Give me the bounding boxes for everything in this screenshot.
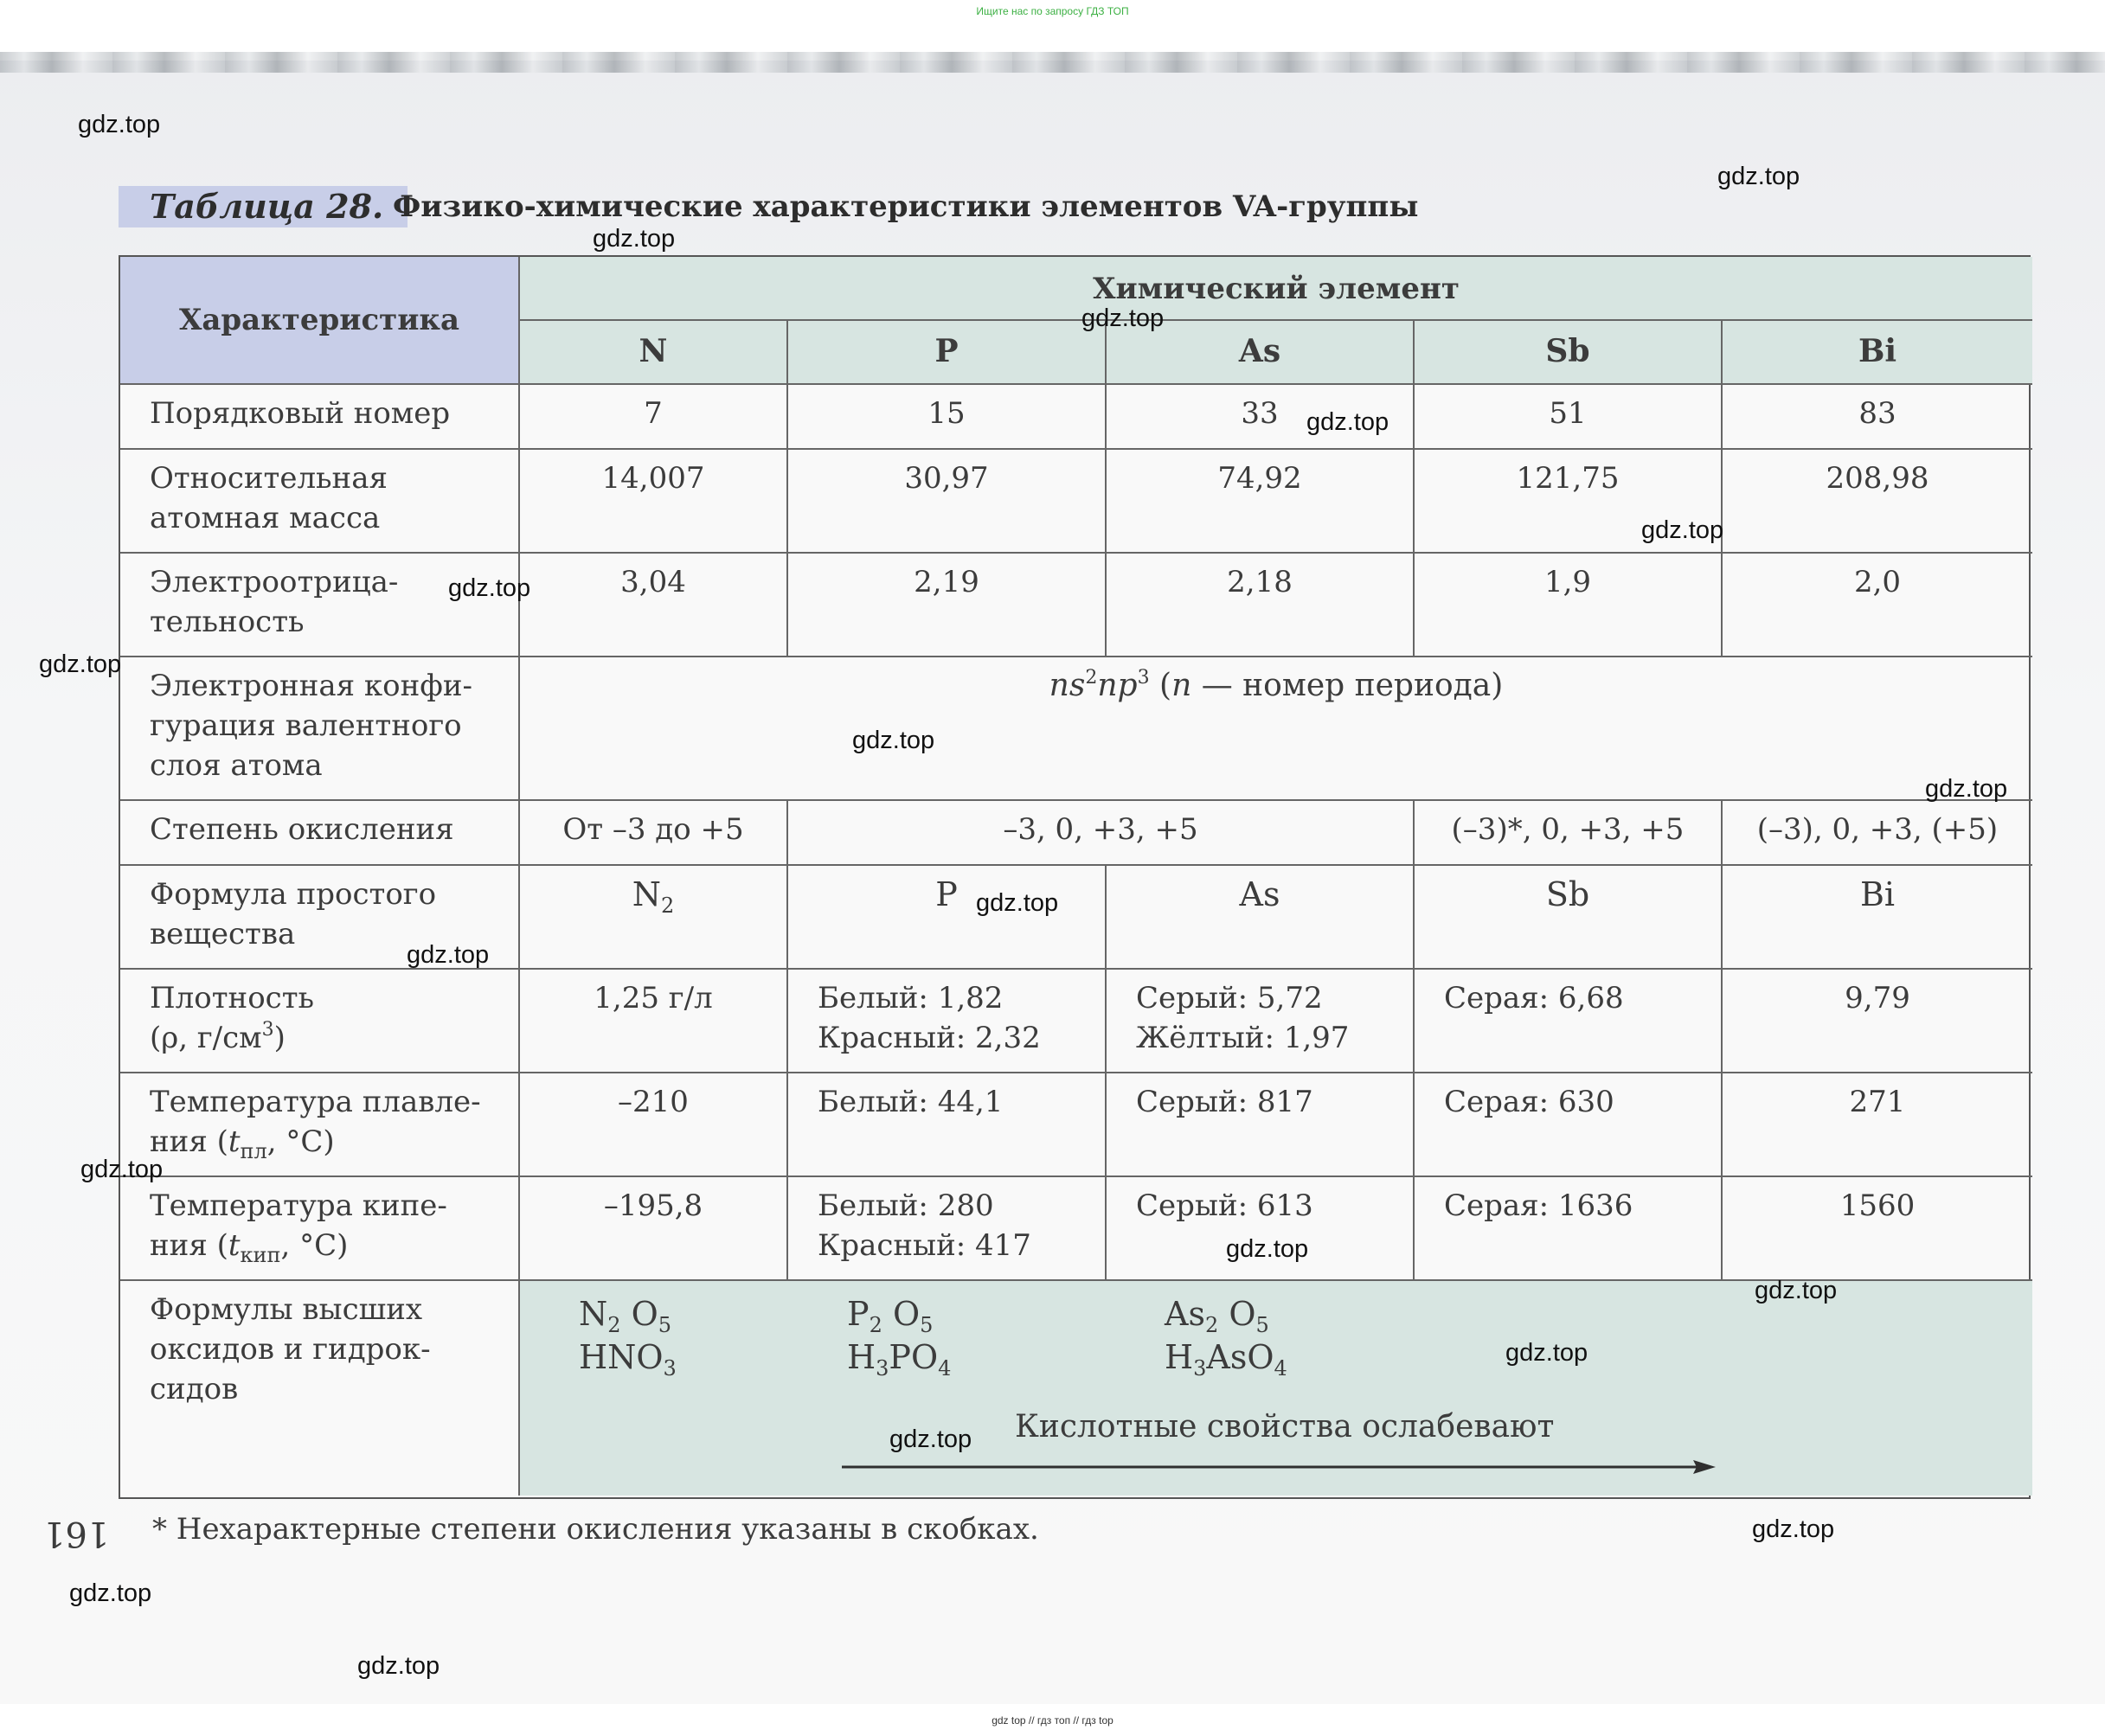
label-line: Плотность [150, 981, 315, 1015]
table-cell: Серый: 817 [1107, 1073, 1415, 1177]
table-cell: 14,007 [520, 450, 788, 554]
config-note: — номер периода) [1191, 668, 1504, 703]
table-cell: Серая: 6,68 [1415, 970, 1723, 1073]
formula-part: AsO [1206, 1338, 1274, 1376]
header-element-n: N [520, 321, 788, 385]
config-n-letter: n [1171, 668, 1192, 703]
config-np-sup: 3 [1137, 667, 1150, 689]
formula-part: N [579, 1295, 608, 1333]
watermark: gdz.top [852, 727, 935, 754]
table-cell: (–3)*, 0, +3, +5 [1415, 801, 1723, 866]
watermark: gdz.top [1717, 163, 1800, 190]
table-cell: As [1107, 866, 1415, 970]
page-edge [0, 52, 2105, 73]
table-cell: 2,19 [788, 554, 1107, 657]
cell-line: Жёлтый: 1,97 [1136, 1021, 1350, 1055]
row-label-boiling [120, 1177, 520, 1281]
row-label-oxidation: Степень окисления [120, 801, 520, 866]
cell-line: Белый: 280 [818, 1188, 994, 1223]
table-cell [1107, 970, 1415, 1073]
table-cell: 1,9 [1415, 554, 1723, 657]
table-cell: (–3), 0, +3, (+5) [1723, 801, 2032, 866]
table-cell [788, 970, 1107, 1073]
watermark: gdz.top [1641, 516, 1724, 544]
watermark: gdz.top [80, 1156, 164, 1183]
table-cell: 1560 [1723, 1177, 2032, 1281]
cell-line: Серый: 5,72 [1136, 981, 1323, 1015]
formula-p-acid [847, 1335, 951, 1380]
label-line [150, 1018, 506, 1058]
formula-sub: 2 [869, 1313, 882, 1337]
formula-sub: 5 [920, 1313, 934, 1337]
table-cell: 51 [1415, 385, 1723, 450]
label-t: t [228, 1228, 241, 1263]
formula-part: O [882, 1295, 921, 1333]
table-cell: 15 [788, 385, 1107, 450]
label-part: (ρ, г/см [150, 1021, 262, 1055]
formula-part: P [847, 1295, 870, 1333]
formula-sub: 2 [607, 1313, 621, 1337]
watermark: gdz.top [889, 1425, 972, 1453]
configuration-value [520, 657, 2032, 801]
watermark: gdz.top [407, 941, 490, 969]
label-line: слоя атома [150, 748, 323, 783]
header-element-sb: Sb [1415, 321, 1723, 385]
watermark: gdz.top [78, 111, 161, 138]
label-t: t [228, 1124, 241, 1159]
label-line: Температура плавле- [150, 1085, 481, 1119]
label-line: Электронная конфи- [150, 669, 473, 703]
data-table [119, 255, 2031, 1499]
formula-sub: 5 [1255, 1313, 1269, 1337]
label-part: ния ( [150, 1228, 228, 1263]
watermark: gdz.top [1081, 304, 1165, 332]
label-part: ) [273, 1021, 286, 1055]
table-cell: –3, 0, +3, +5 [788, 801, 1415, 866]
cell-line: Красный: 417 [818, 1228, 1031, 1263]
cell-line: Белый: 1,82 [818, 981, 1004, 1015]
label-line: тельность [150, 605, 305, 639]
table-cell: 3,04 [520, 554, 788, 657]
row-label-configuration [120, 657, 520, 801]
config-ns: ns [1049, 668, 1086, 703]
table-cell: Серая: 1636 [1415, 1177, 1723, 1281]
watermark: gdz.top [1925, 775, 2008, 803]
table-cell: 2,0 [1723, 554, 2032, 657]
formula-n-oxide [579, 1291, 671, 1336]
watermark: gdz.top [1226, 1235, 1309, 1263]
row-label-oxides [120, 1281, 520, 1496]
label-line: Электроотрица- [150, 565, 399, 599]
config-open-paren: ( [1149, 668, 1172, 703]
table-title: Физико-химические характеристики элементов VA-группы [393, 189, 1419, 224]
formula-sub: 3 [1193, 1356, 1207, 1380]
formula-n-acid [579, 1335, 677, 1380]
table-cell: 33 [1107, 385, 1415, 450]
watermark: gdz.top [448, 574, 531, 602]
label-line: Относительная [150, 461, 388, 496]
formula-sub: 3 [876, 1356, 889, 1380]
label-line: вещества [150, 917, 296, 951]
watermark: gdz.top [1752, 1515, 1835, 1543]
cell-line: Красный: 2,32 [818, 1021, 1041, 1055]
table-cell: Белый: 44,1 [788, 1073, 1107, 1177]
formula-part: HNO [579, 1338, 664, 1376]
formula-part: PO [889, 1338, 939, 1376]
label-line [150, 1122, 506, 1162]
acid-trend-arrow [842, 1458, 1716, 1476]
label-sub: кип [240, 1243, 281, 1267]
top-banner: Ищите нас по запросу ГДЗ ТОП [976, 5, 1129, 17]
formula-sub: 5 [658, 1313, 672, 1337]
label-sup: 3 [261, 1019, 274, 1041]
formula-as-acid [1165, 1335, 1287, 1380]
row-label-density [120, 970, 520, 1073]
table-cell: 271 [1723, 1073, 2032, 1177]
watermark: gdz.top [357, 1652, 440, 1680]
label-sub: пл [240, 1139, 267, 1163]
label-line: гурация валентного [150, 708, 462, 743]
header-chemical-element: Химический элемент [520, 257, 2032, 321]
formula-sub: 4 [938, 1356, 952, 1380]
table-cell [788, 1177, 1107, 1281]
label-line: оксидов и гидрок- [150, 1332, 431, 1367]
table-cell: Серый: 613 [1107, 1177, 1415, 1281]
header-characteristic: Характеристика [120, 257, 520, 385]
table-cell: Серая: 630 [1415, 1073, 1723, 1177]
watermark: gdz.top [976, 889, 1059, 917]
watermark: gdz.top [69, 1579, 152, 1607]
header-element-as: As [1107, 321, 1415, 385]
formula-part: N [632, 875, 661, 913]
table-cell: –195,8 [520, 1177, 788, 1281]
label-part: , °C) [266, 1124, 335, 1159]
label-line: Формула простого [150, 877, 437, 912]
formula-part: O [1218, 1295, 1256, 1333]
table-label: Таблица 28. [119, 186, 408, 227]
watermark: gdz.top [1306, 408, 1389, 436]
formula-sub: 4 [1274, 1356, 1287, 1380]
table-cell: 121,75 [1415, 450, 1723, 554]
row-label-melting [120, 1073, 520, 1177]
table-cell: Sb [1415, 866, 1723, 970]
formula-p-oxide [847, 1291, 933, 1336]
row-label-electronegativity [120, 554, 520, 657]
formula-as-oxide [1165, 1291, 1269, 1336]
config-ns-sup: 2 [1085, 667, 1098, 689]
table-cell: 2,18 [1107, 554, 1415, 657]
formula-sub: 3 [663, 1356, 677, 1380]
table-cell: 208,98 [1723, 450, 2032, 554]
oxides-area [520, 1281, 2032, 1496]
formula-part: As [1165, 1295, 1205, 1333]
label-line [150, 1226, 506, 1265]
formula-part: H [847, 1338, 876, 1376]
table-cell [520, 866, 788, 970]
watermark: gdz.top [39, 650, 122, 678]
table-cell: 9,79 [1723, 970, 2032, 1073]
table-caption [119, 186, 2022, 229]
acid-trend-text: Кислотные свойства ослабевают [1015, 1409, 1555, 1445]
table-cell: 1,25 г/л [520, 970, 788, 1073]
footnote: * Нехарактерные степени окисления указаны в скобках. [152, 1512, 1039, 1547]
watermark: gdz.top [1755, 1277, 1838, 1304]
table-cell: P [788, 866, 1107, 970]
formula-sub: 2 [660, 894, 675, 918]
bottom-banner: gdz top // гдз топ // гдз top [992, 1714, 1113, 1726]
table-cell: 83 [1723, 385, 2032, 450]
watermark: gdz.top [1505, 1339, 1588, 1367]
table-cell: 74,92 [1107, 450, 1415, 554]
label-part: , °C) [280, 1228, 349, 1263]
header-element-bi: Bi [1723, 321, 2032, 385]
label-line: Формулы высших [150, 1292, 423, 1327]
formula-part: H [1165, 1338, 1194, 1376]
table-cell: –210 [520, 1073, 788, 1177]
label-line: сидов [150, 1372, 239, 1406]
formula-sub: 2 [1204, 1313, 1219, 1337]
table-cell: 30,97 [788, 450, 1107, 554]
page-number: 161 [43, 1514, 110, 1553]
label-line: атомная масса [150, 501, 381, 535]
row-label-atomic-number: Порядковый номер [120, 385, 520, 450]
config-np: np [1097, 668, 1138, 703]
watermark: gdz.top [593, 225, 676, 253]
header-element-p: P [788, 321, 1107, 385]
row-label-atomic-mass [120, 450, 520, 554]
table-cell: 7 [520, 385, 788, 450]
table-cell: Bi [1723, 866, 2032, 970]
label-part: ния ( [150, 1124, 228, 1159]
label-line: Температура кипе- [150, 1188, 447, 1223]
formula-part: O [620, 1295, 658, 1333]
table-cell: От –3 до +5 [520, 801, 788, 866]
